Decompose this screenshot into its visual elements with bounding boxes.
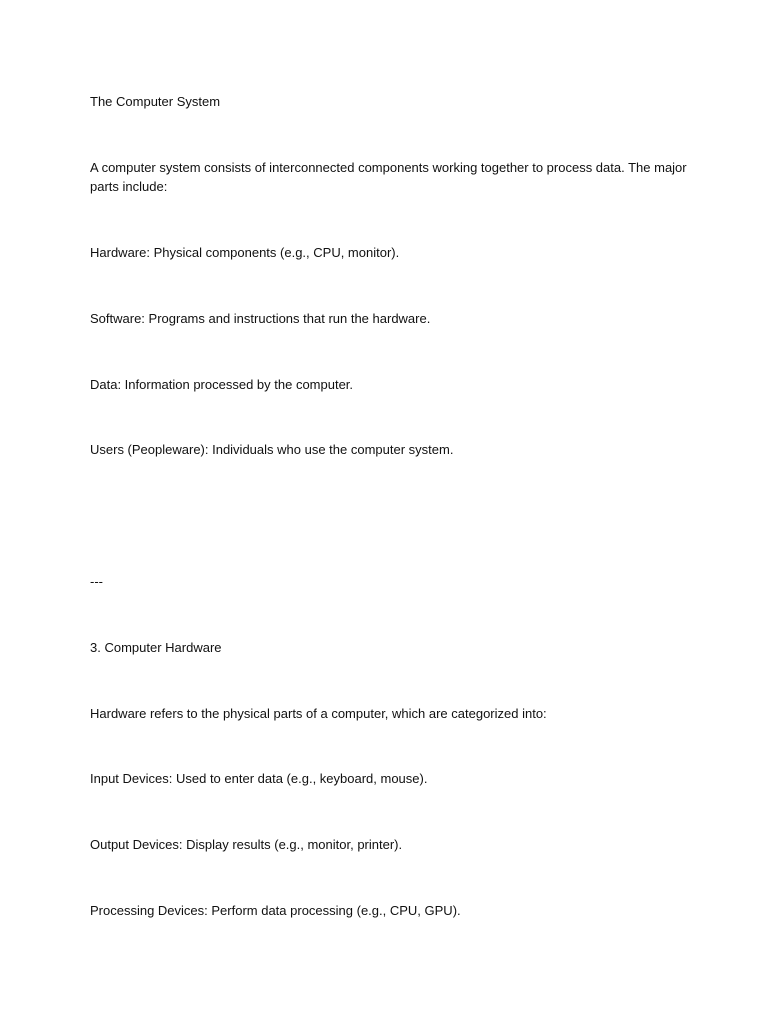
hardware-intro-paragraph: Hardware refers to the physical parts of a computer, which are categorized into: [90, 706, 547, 721]
list-item-input-devices: Input Devices: Used to enter data (e.g., keyboard, mouse). [90, 771, 428, 786]
list-item-output-devices: Output Devices: Display results (e.g., monitor, printer). [90, 837, 403, 852]
list-item-processing-devices: Processing Devices: Perform data processing (e.g., CPU, GPU). [90, 903, 461, 918]
separator-text: --- [90, 574, 103, 589]
list-item-users: Users (Peopleware): Individuals who use the computer system. [90, 442, 454, 457]
list-item-data: Data: Information processed by the computer. [90, 377, 354, 392]
section-title: The Computer System [90, 94, 221, 109]
list-item-hardware: Hardware: Physical components (e.g., CPU, monitor). [90, 245, 400, 260]
section-heading-hardware: 3. Computer Hardware [90, 640, 222, 655]
list-item-software: Software: Programs and instructions that run the hardware. [90, 311, 431, 326]
intro-paragraph: A computer system consists of interconnected components working together to process data. The major parts include: [90, 160, 687, 194]
